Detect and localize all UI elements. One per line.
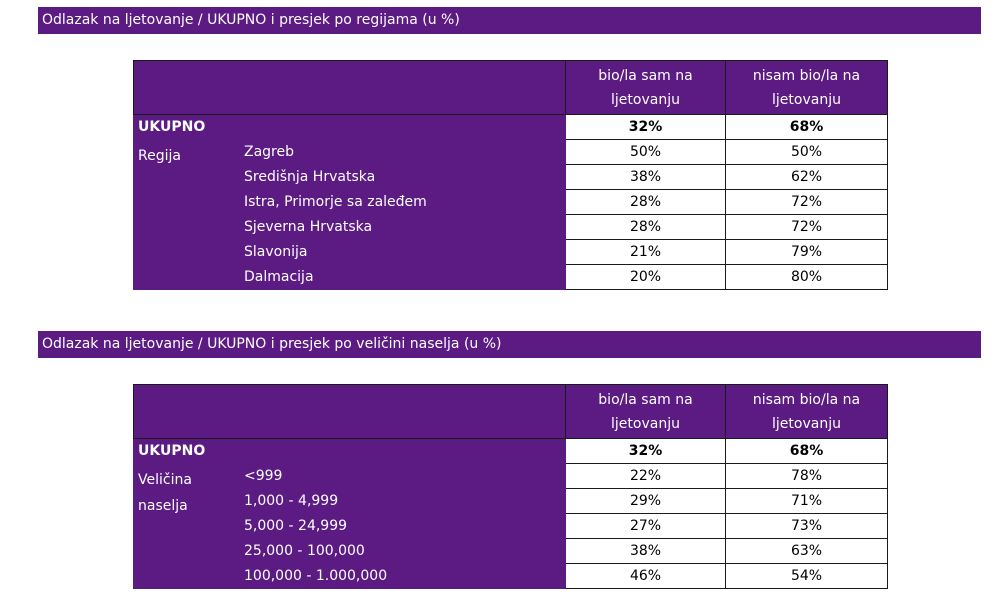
row-label: Sjeverna Hrvatska <box>240 215 566 240</box>
table-row <box>134 165 888 190</box>
row-label: Slavonija <box>240 240 566 265</box>
row-label: <999 <box>240 464 566 489</box>
went-value: 50% <box>566 140 726 165</box>
not-went-value: 80% <box>726 265 888 290</box>
total-went-value: 32% <box>566 439 726 464</box>
went-value: 20% <box>566 265 726 290</box>
went-value: 27% <box>566 514 726 539</box>
row-label: 25,000 - 100,000 <box>240 539 566 564</box>
went-value: 29% <box>566 489 726 514</box>
table-header-row <box>134 385 888 439</box>
total-not-went-value: 68% <box>726 115 888 140</box>
table-header-row <box>134 61 888 115</box>
table-row <box>134 215 888 240</box>
total-label: UKUPNO <box>134 115 566 140</box>
section-title-regions: Odlazak na ljetovanje / UKUPNO i presjek po regijama (u %) <box>38 7 981 34</box>
table-row <box>134 265 888 290</box>
went-value: 21% <box>566 240 726 265</box>
total-not-went-value: 68% <box>726 439 888 464</box>
not-went-value: 71% <box>726 489 888 514</box>
table-row <box>134 240 888 265</box>
row-label: Dalmacija <box>240 265 566 290</box>
total-went-value: 32% <box>566 115 726 140</box>
went-value: 38% <box>566 539 726 564</box>
column-header-went: bio/la sam na ljetovanju <box>566 61 726 115</box>
row-label: Istra, Primorje sa zaleđem <box>240 190 566 215</box>
total-row <box>134 439 888 464</box>
section-title-settlement-size: Odlazak na ljetovanje / UKUPNO i presjek po veličini naselja (u %) <box>38 331 981 358</box>
went-value: 22% <box>566 464 726 489</box>
row-label: 1,000 - 4,999 <box>240 489 566 514</box>
went-value: 28% <box>566 215 726 240</box>
total-row <box>134 115 888 140</box>
header-corner <box>134 385 566 439</box>
table-row <box>134 190 888 215</box>
went-value: 28% <box>566 190 726 215</box>
not-went-value: 78% <box>726 464 888 489</box>
table-row <box>134 514 888 539</box>
row-label: 5,000 - 24,999 <box>240 514 566 539</box>
went-value: 38% <box>566 165 726 190</box>
went-value: 46% <box>566 564 726 589</box>
table-row <box>134 464 888 489</box>
table-row <box>134 489 888 514</box>
table-regions <box>133 60 888 290</box>
table-row <box>134 564 888 589</box>
row-label: Središnja Hrvatska <box>240 165 566 190</box>
not-went-value: 62% <box>726 165 888 190</box>
table-row <box>134 140 888 165</box>
not-went-value: 50% <box>726 140 888 165</box>
group-label-region: Regija <box>134 140 240 290</box>
not-went-value: 63% <box>726 539 888 564</box>
total-label: UKUPNO <box>134 439 566 464</box>
header-corner <box>134 61 566 115</box>
row-label: 100,000 - 1.000,000 <box>240 564 566 589</box>
not-went-value: 54% <box>726 564 888 589</box>
row-label: Zagreb <box>240 140 566 165</box>
not-went-value: 73% <box>726 514 888 539</box>
column-header-went: bio/la sam na ljetovanju <box>566 385 726 439</box>
table-row <box>134 539 888 564</box>
table-settlement-size <box>133 384 888 589</box>
not-went-value: 79% <box>726 240 888 265</box>
not-went-value: 72% <box>726 215 888 240</box>
column-header-not-went: nisam bio/la na ljetovanju <box>726 385 888 439</box>
column-header-not-went: nisam bio/la na ljetovanju <box>726 61 888 115</box>
group-label-settlement-size: Veličina naselja <box>134 464 240 589</box>
not-went-value: 72% <box>726 190 888 215</box>
